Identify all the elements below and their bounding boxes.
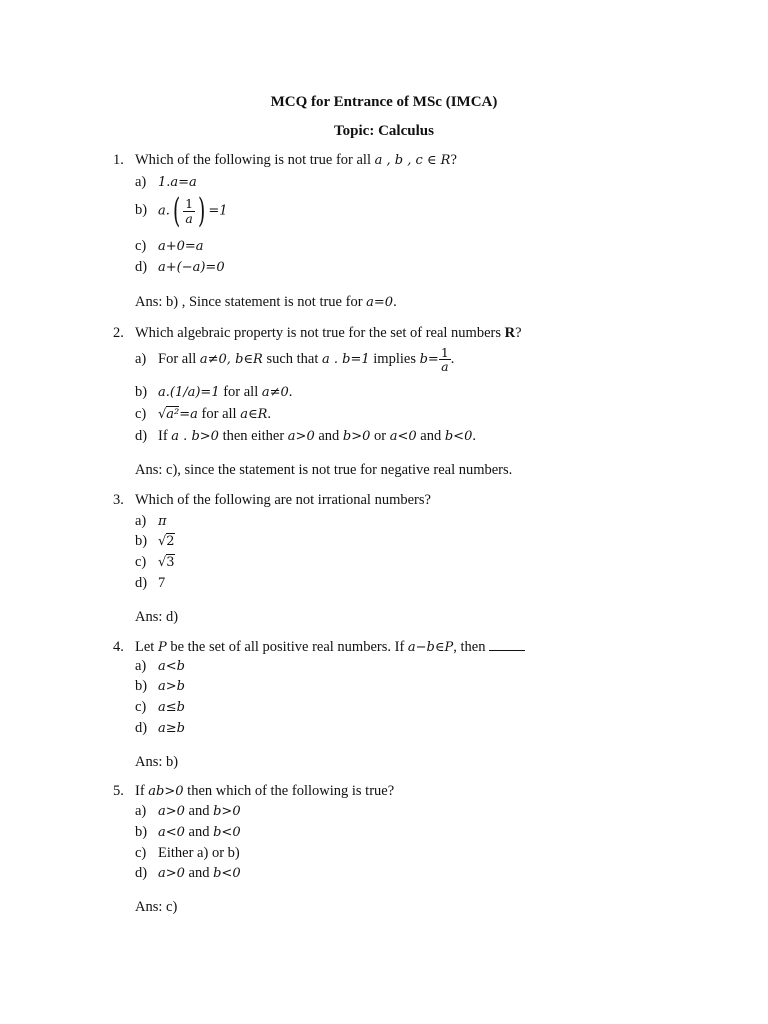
option-math: 1.a=a [158,175,197,190]
question-4 [113,638,525,656]
option-label: d) [135,428,148,444]
question-text: then which of the following is true? [187,783,395,799]
question-math: ab>0 [148,784,184,799]
option-3d [135,575,165,592]
fill-in-blank [489,638,525,651]
option-3c [135,554,175,571]
sqrt-expression: √a² [158,407,180,422]
option-math: a∈R [240,407,268,422]
option-tail: . [267,406,271,422]
option-math: b= [419,351,439,367]
option-tail: . [450,350,455,367]
option-math: a+(−a)=0 [158,260,225,275]
option-text: and [188,824,210,840]
option-math: b<0 [213,825,241,840]
option-label: a) [135,513,147,529]
option-label: c) [135,238,147,254]
option-label: a) [135,174,147,190]
option-math: a≤b [158,700,185,715]
option-5c [135,845,240,862]
question-bold: R [504,325,516,341]
option-math: a<b [158,659,185,674]
option-tail: . [472,428,476,444]
option-text: for all [201,406,237,422]
question-text: Let [135,639,155,655]
option-label: d) [135,575,148,591]
question-text: Which algebraic property is not true for the set of real numbers [135,325,501,341]
option-math: a+0=a [158,239,204,254]
question-number: 1. [113,152,124,168]
option-2c [135,406,271,423]
option-math: a>0 [158,804,185,819]
sqrt-expression: √2 [158,534,175,549]
question-math: a , b , c ∈ R [374,153,451,168]
sqrt-radicand: 2 [166,534,175,549]
question-text: be the set of all positive real numbers. If [170,639,405,655]
option-5d [135,865,241,882]
question-number: 2. [113,325,124,341]
option-text: For all [158,350,197,367]
answer-text: Ans: c), since the statement is not true for negative real numbers. [135,462,513,478]
answer-5 [135,899,177,916]
question-tail: ? [515,325,522,341]
option-label: d) [135,720,148,736]
answer-text: Ans: d) [135,609,179,625]
option-text: then either [222,428,285,444]
question-1 [113,152,457,169]
option-math-pre: a. [158,203,170,219]
option-text: such that [266,350,319,367]
option-math: b>0 [342,429,371,444]
option-2b [135,384,292,401]
option-text: and [188,803,210,819]
option-4b [135,678,185,695]
answer-3 [135,609,178,626]
answer-1 [135,294,397,311]
option-label: a) [135,803,147,819]
option-text: and [188,865,210,881]
option-label: b) [135,533,148,549]
question-math: a−b∈P [407,640,454,655]
option-4c [135,699,185,716]
option-label: d) [135,259,148,275]
option-4d [135,720,185,737]
option-1c [135,238,204,255]
question-text: Which of the following are not irrational numbers? [135,492,431,508]
option-math: b<0 [213,866,241,881]
document-title: MCQ for Entrance of MSc (IMCA) [270,94,498,110]
answer-text: Ans: b) [135,754,179,770]
option-1d [135,259,225,276]
question-number: 4. [113,639,124,655]
option-text: If [158,428,168,444]
option-math: a . b=1 [322,351,370,367]
option-value: 7 [158,575,166,591]
option-label: c) [135,406,147,422]
answer-4 [135,754,178,771]
option-label: a) [135,658,147,674]
option-math: a≥b [158,721,185,736]
question-number: 3. [113,492,124,508]
option-math: a<0 [389,429,417,444]
left-paren-glyph: ( [172,191,181,231]
option-1b [135,191,228,231]
option-math: a<0 [158,825,185,840]
option-3a [135,513,167,530]
question-tail: ? [450,152,457,168]
question-2 [113,325,522,342]
option-math: a . b>0 [171,429,219,444]
option-math: a≠0 [261,385,289,400]
sqrt-expression: √3 [158,555,175,570]
option-math: =a [179,407,198,422]
option-label: c) [135,699,147,715]
option-text: implies [373,350,416,367]
fraction-denominator: a [185,210,193,226]
answer-tail: . [393,294,397,310]
option-label: b) [135,824,148,840]
fraction [183,197,195,224]
question-text: , then [453,639,486,655]
option-math: a>0 [158,866,185,881]
option-text: or [374,428,387,444]
option-text: and [318,428,340,444]
sqrt-radicand: 3 [166,555,175,570]
option-5a [135,803,241,820]
option-2d [135,428,476,445]
fraction-numerator: 1 [185,196,194,212]
option-text: for all [223,384,259,400]
option-tail: . [288,384,293,400]
option-math: b>0 [213,804,241,819]
option-math: π [158,514,167,529]
option-3b [135,533,175,550]
option-label: b) [135,384,148,400]
question-text: If [135,783,145,799]
option-label: c) [135,845,147,861]
option-5b [135,824,241,841]
option-2a [135,346,454,373]
option-label: b) [135,202,148,219]
fraction [439,346,451,373]
answer-math: a=0 [366,295,394,310]
option-label: a) [135,350,147,367]
question-math: P [157,640,167,655]
fraction-denominator: a [441,359,449,375]
option-label: d) [135,865,148,881]
question-3 [113,492,431,509]
question-5 [113,783,394,800]
option-math: a≠0, b∈R [199,351,263,367]
option-4a [135,658,185,675]
option-1a [135,174,197,191]
option-math-post: =1 [208,203,228,219]
answer-2 [135,462,512,479]
option-label: c) [135,554,147,570]
option-math: b<0 [444,429,473,444]
sqrt-radicand: a² [166,407,180,422]
answer-text: Ans: c) [135,899,178,915]
right-paren-glyph: ) [198,191,206,231]
option-math: a.(1/a)=1 [158,385,220,400]
option-math: a>b [158,679,185,694]
option-math: a>0 [287,429,315,444]
option-text: Either a) or b) [158,845,240,861]
question-text: Which of the following is not true for all [135,152,371,168]
answer-text: Ans: b) , Since statement is not true for [135,294,363,310]
option-label: b) [135,678,148,694]
fraction-numerator: 1 [440,345,449,360]
option-text: and [420,428,442,444]
topic-heading: Topic: Calculus [334,123,434,139]
question-number: 5. [113,783,124,799]
